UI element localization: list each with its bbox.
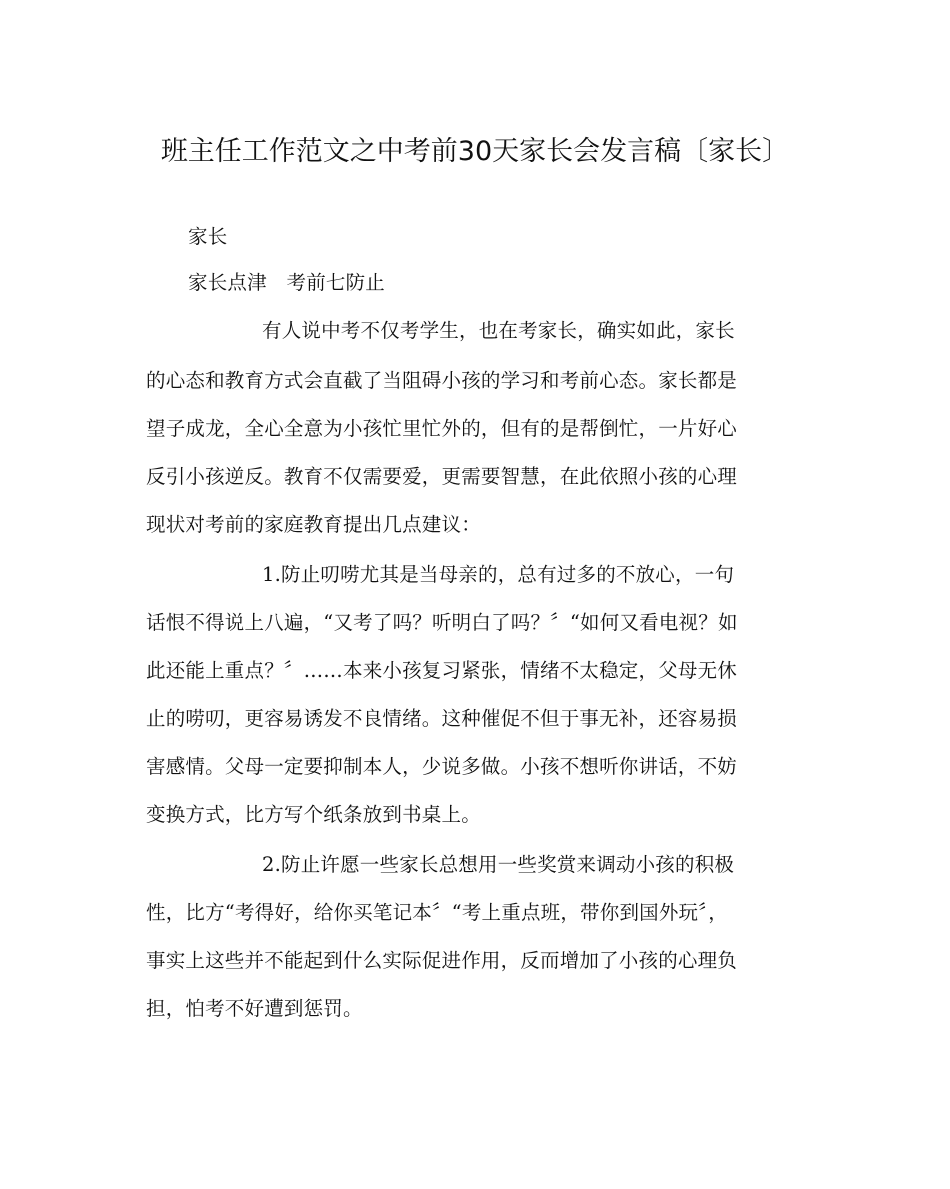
paragraph-line: 望子成龙，全心全意为小孩忙里忙外的，但有的是帮倒忙，一片好心 <box>146 417 738 440</box>
heading-section: 家长点津 考前七防止 <box>188 271 386 294</box>
paragraph-line: 的心态和教育方式会直截了当阻碍小孩的学习和考前心态。家长都是 <box>146 369 738 392</box>
paragraph-line: 现状对考前的家庭教育提出几点建议： <box>146 513 481 536</box>
paragraph-line: 事实上这些并不能起到什么实际促进作用，反而增加了小孩的心理负 <box>146 949 738 972</box>
heading-parent: 家长 <box>188 225 228 248</box>
document-title: 班主任工作范文之中考前30天家长会发言稿〔家长〕 <box>160 136 790 167</box>
paragraph-line: 有人说中考不仅考学生，也在考家长，确实如此，家长 <box>262 319 735 342</box>
paragraph-line: 害感情。父母一定要抑制本人，少说多做。小孩不想听你讲话，不妨 <box>146 755 738 778</box>
paragraph-line: 止的唠叨，更容易诱发不良情绪。这种催促不但于事无补，还容易损 <box>146 707 738 730</box>
paragraph-line: 2.防止许愿一些家长总想用一些奖赏来调动小孩的积极 <box>262 853 735 876</box>
paragraph-line: 话恨不得说上八遍，“又考了吗？听明白了吗？〞“如何又看电视？如 <box>146 611 738 634</box>
paragraph-line: 反引小孩逆反。教育不仅需要爱，更需要智慧，在此依照小孩的心理 <box>146 465 738 488</box>
paragraph-line: 担，怕考不好遭到惩罚。 <box>146 997 363 1020</box>
paragraph-line: 此还能上重点？〞……本来小孩复习紧张，情绪不太稳定，父母无休 <box>146 659 738 682</box>
paragraph-line: 1.防止叨唠尤其是当母亲的，总有过多的不放心，一句 <box>262 563 735 586</box>
paragraph-line: 性，比方“考得好，给你买笔记本〞“考上重点班，带你到国外玩〞， <box>146 901 728 924</box>
paragraph-line: 变换方式，比方写个纸条放到书桌上。 <box>146 803 481 826</box>
